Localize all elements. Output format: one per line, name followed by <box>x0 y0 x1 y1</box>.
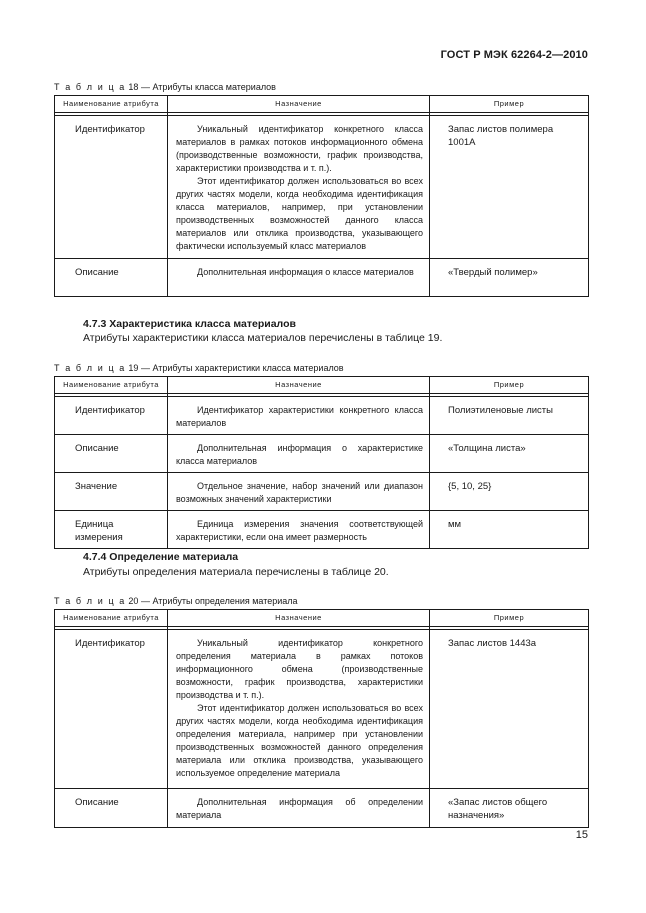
caption-prefix: Т а б л и ц а <box>54 596 126 606</box>
purpose-paragraph: Уникальный идентификатор конкретного класса материалов в рамках потоков информационного обмена (производственные возможности, график производства, характеристики производства и т. п.). <box>176 124 423 173</box>
attribute-name: Описание <box>75 443 119 454</box>
attribute-example: мм <box>448 519 462 530</box>
purpose-paragraph: Дополнительная информация о классе материалов <box>197 267 414 277</box>
purpose-paragraph: Единица измерения значения соответствующей характеристики, если она имеет размерность <box>176 519 423 542</box>
caption-number: 18 <box>128 82 139 92</box>
attribute-example: Запас листов 1443а <box>448 638 537 649</box>
table-row <box>55 511 589 549</box>
column-header: Наименование атрибута <box>55 96 168 113</box>
attribute-name: Единица измерения <box>75 519 123 543</box>
attribute-purpose <box>168 789 430 828</box>
page-number: 15 <box>575 829 588 841</box>
section-text: Атрибуты определения материала перечислены в таблице 20. <box>83 566 389 578</box>
table-20 <box>54 609 589 828</box>
attribute-name: Описание <box>75 267 119 278</box>
table-row <box>55 397 589 435</box>
purpose-paragraph: Этот идентификатор должен использоваться во всех других частях модели, когда необходима идентификация определения материала, например при установлении производственных возможностей данного определения материала или отклика производства, указывающего используемое определение материала <box>176 703 423 778</box>
section-text: Атрибуты характеристики класса материалов перечислены в таблице 19. <box>83 332 443 344</box>
table-header-row <box>55 610 589 627</box>
attribute-purpose <box>168 397 430 435</box>
column-header: Пример <box>430 96 589 113</box>
table-row <box>55 259 589 297</box>
table-row <box>55 473 589 511</box>
column-header: Пример <box>430 377 589 394</box>
caption-number: 20 <box>128 596 139 606</box>
attribute-example: «Толщина листа» <box>448 443 526 454</box>
attribute-example: «Запас листов общего назначения» <box>448 797 548 821</box>
attribute-example: «Твердый полимер» <box>448 267 538 278</box>
attribute-name: Идентификатор <box>75 405 145 416</box>
purpose-paragraph: Идентификатор характеристики конкретного класса материалов <box>176 405 423 428</box>
table-row <box>55 630 589 789</box>
table-18-caption <box>54 82 276 92</box>
caption-title: — Атрибуты определения материала <box>140 596 298 606</box>
table-19 <box>54 376 589 549</box>
purpose-paragraph: Этот идентификатор должен использоваться во всех других частях модели, когда необходима идентификация класса материалов, например, при установлении производственных возможностей данного класса материалов или отклика производства, указывающего фактически используемый класс материалов <box>176 176 423 251</box>
attribute-purpose <box>168 473 430 511</box>
table-header-row <box>55 96 589 113</box>
purpose-paragraph: Дополнительная информация о характеристике класса материалов <box>176 443 423 466</box>
attribute-purpose <box>168 511 430 549</box>
column-header: Наименование атрибута <box>55 377 168 394</box>
attribute-purpose <box>168 259 430 297</box>
caption-title: — Атрибуты класса материалов <box>140 82 276 92</box>
purpose-paragraph: Отдельное значение, набор значений или диапазон возможных значений характеристики <box>176 481 423 504</box>
section-heading: 4.7.3 Характеристика класса материалов <box>83 318 296 330</box>
purpose-paragraph: Уникальный идентификатор конкретного определения материала в рамках потоков информационного обмена (производственные возможности, график производства, характеристики производства и т. п.). <box>176 638 423 700</box>
table-row <box>55 435 589 473</box>
table-row <box>55 116 589 259</box>
caption-prefix: Т а б л и ц а <box>54 82 126 92</box>
attribute-example: {5, 10, 25} <box>448 481 492 492</box>
section-heading: 4.7.4 Определение материала <box>83 551 239 563</box>
attribute-name: Идентификатор <box>75 124 145 135</box>
table-18 <box>54 95 589 297</box>
caption-prefix: Т а б л и ц а <box>54 363 126 373</box>
purpose-paragraph: Дополнительная информация об определении материала <box>176 797 423 820</box>
table-20-caption <box>54 596 298 606</box>
attribute-purpose <box>168 116 430 259</box>
column-header: Пример <box>430 610 589 627</box>
column-header: Назначение <box>168 96 430 113</box>
attribute-example: Запас листов полимера 1001А <box>448 124 554 148</box>
table-header-row <box>55 377 589 394</box>
table-row <box>55 789 589 828</box>
caption-number: 19 <box>128 363 139 373</box>
attribute-name: Идентификатор <box>75 638 145 649</box>
attribute-purpose <box>168 435 430 473</box>
attribute-name: Описание <box>75 797 119 808</box>
column-header: Наименование атрибута <box>55 610 168 627</box>
attribute-example: Полиэтиленовые листы <box>448 405 553 416</box>
caption-title: — Атрибуты характеристики класса материалов <box>140 363 344 373</box>
attribute-name: Значение <box>75 481 118 492</box>
table-19-caption <box>54 363 344 373</box>
column-header: Назначение <box>168 377 430 394</box>
standard-designation: ГОСТ Р МЭК 62264-2—2010 <box>440 49 588 61</box>
column-header: Назначение <box>168 610 430 627</box>
attribute-purpose <box>168 630 430 789</box>
